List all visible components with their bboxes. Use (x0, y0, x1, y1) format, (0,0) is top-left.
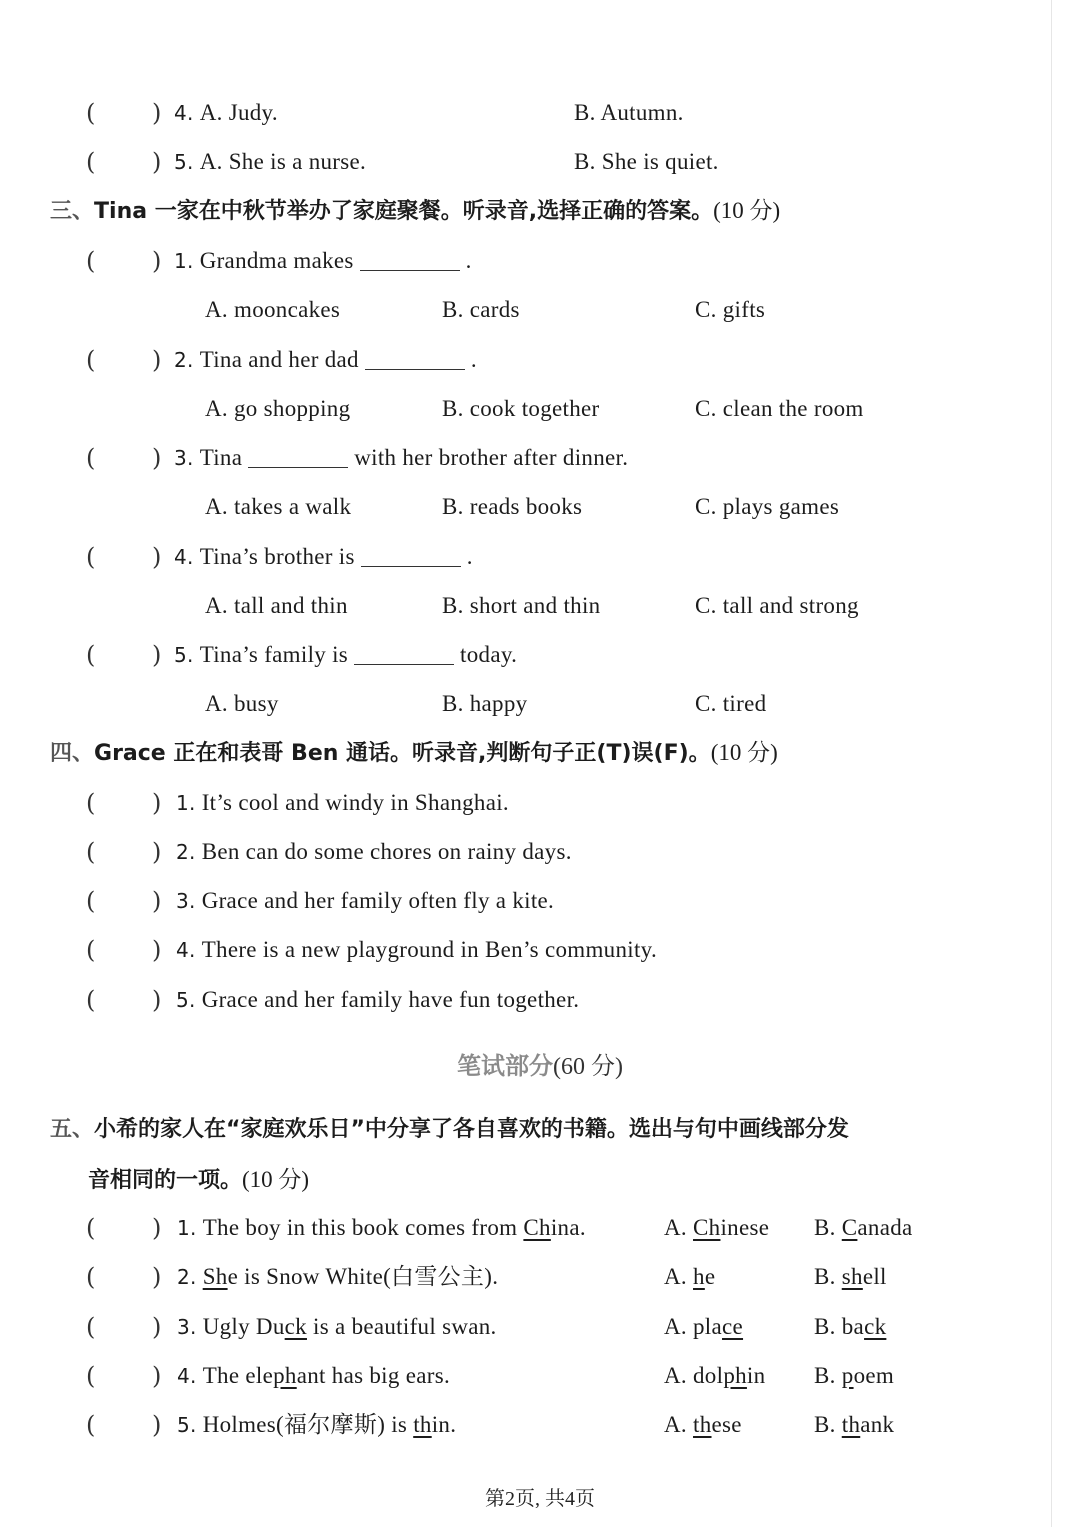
sec3-q2-options (0, 389, 1080, 429)
sec3-q3-row (0, 438, 1080, 478)
option-b: B. thank (814, 1412, 895, 1437)
answer-bracket-close: ) (152, 789, 162, 817)
option-c: C. tired (695, 691, 767, 716)
answer-bracket-open: ( (86, 1214, 96, 1242)
answer-bracket-open: ( (86, 346, 96, 374)
answer-bracket-close: ) (152, 148, 162, 176)
section-5-heading-cont: 音相同的一项。(10 分) (88, 1167, 310, 1193)
sec3-q5-row (0, 635, 1080, 675)
answer-bracket-open: ( (86, 543, 96, 571)
question-text: 1. It’s cool and windy in Shanghai. (176, 790, 509, 815)
question-text: 4. A. Judy. (174, 100, 278, 125)
option-a: A. takes a walk (205, 494, 352, 519)
answer-bracket-open: ( (86, 986, 96, 1014)
sec3-q5-options (0, 684, 1080, 724)
section-5-heading: 五、小希的家人在“家庭欢乐日”中分享了各自喜欢的书籍。选出与句中画线部分发 (50, 1117, 849, 1142)
page-edge (1051, 0, 1052, 1527)
option-c: C. tall and strong (695, 593, 859, 618)
answer-bracket-close: ) (152, 641, 162, 669)
answer-bracket-open: ( (86, 1411, 96, 1439)
section-4-heading: 四、Grace 正在和表哥 Ben 通话。听录音,判断句子正(T)误(F)。(10 分) (50, 740, 778, 766)
option-b: B. shell (814, 1264, 887, 1289)
answer-bracket-open: ( (86, 936, 96, 964)
sec5-q2-row (0, 1257, 1080, 1297)
question-text: 5. Grace and her family have fun together. (176, 987, 580, 1012)
answer-bracket-close: ) (152, 1411, 162, 1439)
question-text: 5. Holmes(福尔摩斯) is thin. (177, 1412, 457, 1437)
option-a: A. dolphin (664, 1363, 766, 1388)
option-c: C. gifts (695, 297, 766, 322)
answer-bracket-open: ( (86, 789, 96, 817)
answer-bracket-open: ( (86, 641, 96, 669)
option-a: A. Chinese (664, 1215, 770, 1240)
question-text: 3. Ugly Duck is a beautiful swan. (177, 1314, 497, 1339)
section-3-heading: 三、Tina 一家在中秋节举办了家庭聚餐。听录音,选择正确的答案。(10 分) (50, 198, 781, 224)
option-a: A. he (664, 1264, 716, 1289)
sec5-q3-row (0, 1307, 1080, 1347)
option-c: C. clean the room (695, 396, 864, 421)
option-b: B. short and thin (442, 593, 601, 618)
sec4-q4-row (0, 930, 1080, 970)
question-text: 4. There is a new playground in Ben’s community. (176, 937, 657, 962)
option-b: B. happy (442, 691, 528, 716)
answer-bracket-open: ( (86, 1313, 96, 1341)
answer-bracket-close: ) (152, 838, 162, 866)
sec3-q4-row (0, 537, 1080, 577)
option-a: A. place (664, 1314, 744, 1339)
answer-bracket-close: ) (152, 1214, 162, 1242)
answer-bracket-close: ) (152, 543, 162, 571)
option-b: B. Autumn. (574, 100, 684, 125)
sec4-q5-row (0, 980, 1080, 1020)
question-text: 4. Tina’s brother is . (174, 544, 473, 569)
question-text: 2. Tina and her dad . (174, 347, 477, 372)
sec5-q1-row (0, 1208, 1080, 1248)
sec5-q4-row (0, 1356, 1080, 1396)
option-b: B. reads books (442, 494, 583, 519)
option-b: B. cook together (442, 396, 600, 421)
answer-bracket-close: ) (152, 887, 162, 915)
answer-bracket-open: ( (86, 1263, 96, 1291)
option-a: A. these (664, 1412, 742, 1437)
answer-bracket-close: ) (152, 1313, 162, 1341)
listening-q4-row (0, 93, 1080, 133)
question-text: 2. She is Snow White(白雪公主). (177, 1264, 499, 1289)
answer-blank (360, 248, 460, 271)
answer-bracket-close: ) (152, 99, 162, 127)
sec3-q1-row (0, 241, 1080, 281)
question-text: 1. The boy in this book comes from China. (177, 1215, 586, 1240)
page-number: 第2页, 共4页 (485, 1488, 595, 1510)
answer-bracket-open: ( (86, 838, 96, 866)
question-text: 2. Ben can do some chores on rainy days. (176, 839, 572, 864)
sec4-q2-row (0, 832, 1080, 872)
sec5-q5-row (0, 1405, 1080, 1445)
written-part-title: 笔试部分(60 分) (457, 1052, 623, 1080)
answer-bracket-open: ( (86, 99, 96, 127)
question-text: 5. Tina’s family is today. (174, 642, 518, 667)
answer-bracket-close: ) (152, 1362, 162, 1390)
question-text: 4. The elephant has big ears. (177, 1363, 450, 1388)
sec3-q2-row (0, 340, 1080, 380)
option-c: C. plays games (695, 494, 840, 519)
option-a: A. mooncakes (205, 297, 341, 322)
sec3-q1-options (0, 290, 1080, 330)
option-b: B. back (814, 1314, 887, 1339)
answer-bracket-close: ) (152, 247, 162, 275)
option-a: A. go shopping (205, 396, 351, 421)
answer-bracket-open: ( (86, 148, 96, 176)
question-text: 3. Grace and her family often fly a kite. (176, 888, 555, 913)
question-text: 5. A. She is a nurse. (174, 149, 367, 174)
answer-bracket-open: ( (86, 444, 96, 472)
sec4-q1-row (0, 783, 1080, 823)
question-text: 1. Grandma makes . (174, 248, 472, 273)
answer-bracket-close: ) (152, 1263, 162, 1291)
option-a: A. tall and thin (205, 593, 348, 618)
sec3-q3-options (0, 487, 1080, 527)
question-text: 3. Tina with her brother after dinner. (174, 445, 629, 470)
answer-bracket-open: ( (86, 247, 96, 275)
answer-bracket-open: ( (86, 1362, 96, 1390)
answer-blank (361, 544, 461, 567)
option-b: B. cards (442, 297, 520, 322)
answer-blank (248, 445, 348, 468)
answer-blank (354, 642, 454, 665)
option-b: B. poem (814, 1363, 895, 1388)
answer-blank (365, 347, 465, 370)
listening-q5-row (0, 142, 1080, 182)
sec4-q3-row (0, 881, 1080, 921)
answer-bracket-close: ) (152, 444, 162, 472)
answer-bracket-close: ) (152, 346, 162, 374)
answer-bracket-open: ( (86, 887, 96, 915)
option-b: B. Canada (814, 1215, 913, 1240)
option-a: A. busy (205, 691, 279, 716)
answer-bracket-close: ) (152, 936, 162, 964)
option-b: B. She is quiet. (574, 149, 719, 174)
answer-bracket-close: ) (152, 986, 162, 1014)
sec3-q4-options (0, 586, 1080, 626)
